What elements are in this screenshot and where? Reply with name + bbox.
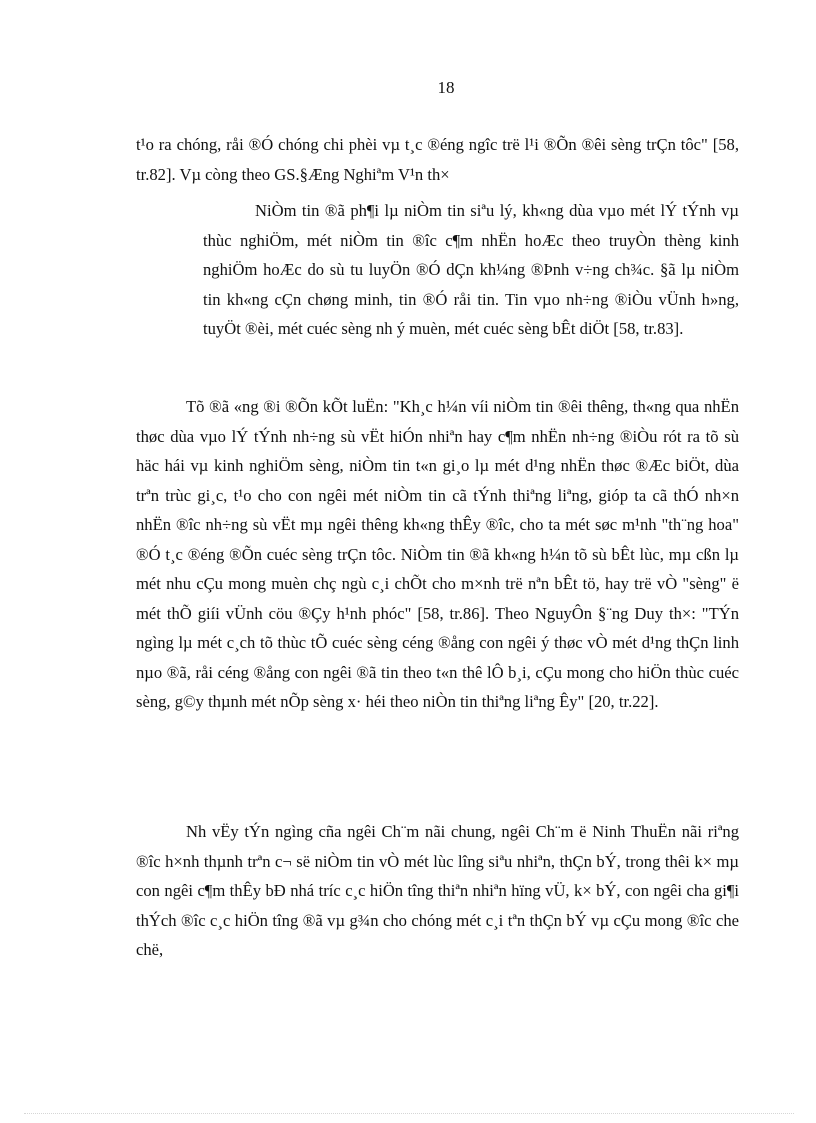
paragraph-intro: t¹o ra chóng, råi ®Ó chóng chi phèi vµ t¸c ®éng ngîc trë l¹i ®Õn ®êi sèng trÇn tôc" [58, tr.82]. Vµ còng theo GS.§Æng Nghiªm V¹n th× xyxy=(136,135,739,184)
page-bottom-divider xyxy=(24,1113,794,1114)
paragraph-summary: Nh vËy tÝn ngìng cña ngêi Ch¨m nãi chung, ngêi Ch¨m ë Ninh ThuËn nãi riªng ®îc h×nh thµnh trªn c¬ së niÒm tin vÒ mét lùc lîng siªu nhiªn, thÇn bÝ, trong thêi k× mµ con ngêi c¶m thÊy bÐ nhá tríc c¸c hiÖn tîng thiªn nhiªn hïng vÜ, k× bÝ, con ngêi cha gi¶i thÝch ®îc c¸c hiÖn tîng ®ã vµ g¾n cho chóng mét c¸i tªn thÇn bÝ vµ cÇu mong ®îc che chë, xyxy=(136,822,739,959)
page-number: 18 xyxy=(437,78,455,97)
paragraph-conclusion: Tõ ®ã «ng ®i ®Õn kÕt luËn: "Kh¸c h¼n víi niÒm tin ®êi thêng, th«ng qua nhËn thøc dùa vµo lÝ tÝnh nh÷ng sù vËt hiÓn nhiªn hay c¶m nhËn nh÷ng ®iÒu rót ra tõ sù häc hái vµ kinh nghiÖm sèng, niÒm tin t«n gi¸o lµ mét d¹ng nhËn thøc ®Æc biÖt, dùa trªn trùc gi¸c, t¹o cho con ngêi mét niÒm tin cã tÝnh thiªng liªng, gióp ta cã thÓ nh×n nhËn ®îc nh÷ng sù vËt mµ ngêi thêng kh«ng thÊy ®îc, cho ta mét søc m¹nh "th¨ng hoa" ®Ó t¸c ®éng ®Õn cuéc sèng trÇn tôc. NiÒm tin ®ã kh«ng h¼n tõ sù bÊt lùc, mµ cßn lµ mét nhu cÇu mong muèn chç ngù c¸i chÕt cho m×nh trë nªn bÊt tö, hay trë vÒ "sèng" ë mét thÕ giíi vÜnh cöu ®Çy h¹nh phóc" [58, tr.86]. Theo NguyÔn §¨ng Duy th×: "TÝn ngìng lµ mét c¸ch tõ thùc tÕ cuéc sèng céng ®ång con ngêi ý thøc vÒ mét d¹ng thÇn linh nµo ®ã, råi céng ®ång con ngêi ®ã tin theo t«n thê lÔ b¸i, cÇu mong cho hiÖn thùc cuéc sèng, g©y thµnh mét nÕp sèng x· héi theo niÒn tin thiªng liªng Êy" [20, tr.22]. xyxy=(136,397,739,711)
block-quote: NiÒm tin ®ã ph¶i lµ niÒm tin siªu lý, kh«ng dùa vµo mét lÝ tÝnh vµ thùc nghiÖm, mét niÒm tin ®îc c¶m nhËn hoÆc theo truyÒn thèng kinh nghiÖm hoÆc do sù tu luyÖn ®Ó dÇn kh¼ng ®Þnh v÷ng ch¾c. §ã lµ niÒm tin kh«ng cÇn chøng minh, tin ®Ó råi tin. Tin vµo nh÷ng ®iÒu vÜnh h»ng, tuyÖt ®èi, mét cuéc sèng nh ý muèn, mét cuéc sèng bÊt diÖt [58, tr.83]. xyxy=(203,201,739,338)
